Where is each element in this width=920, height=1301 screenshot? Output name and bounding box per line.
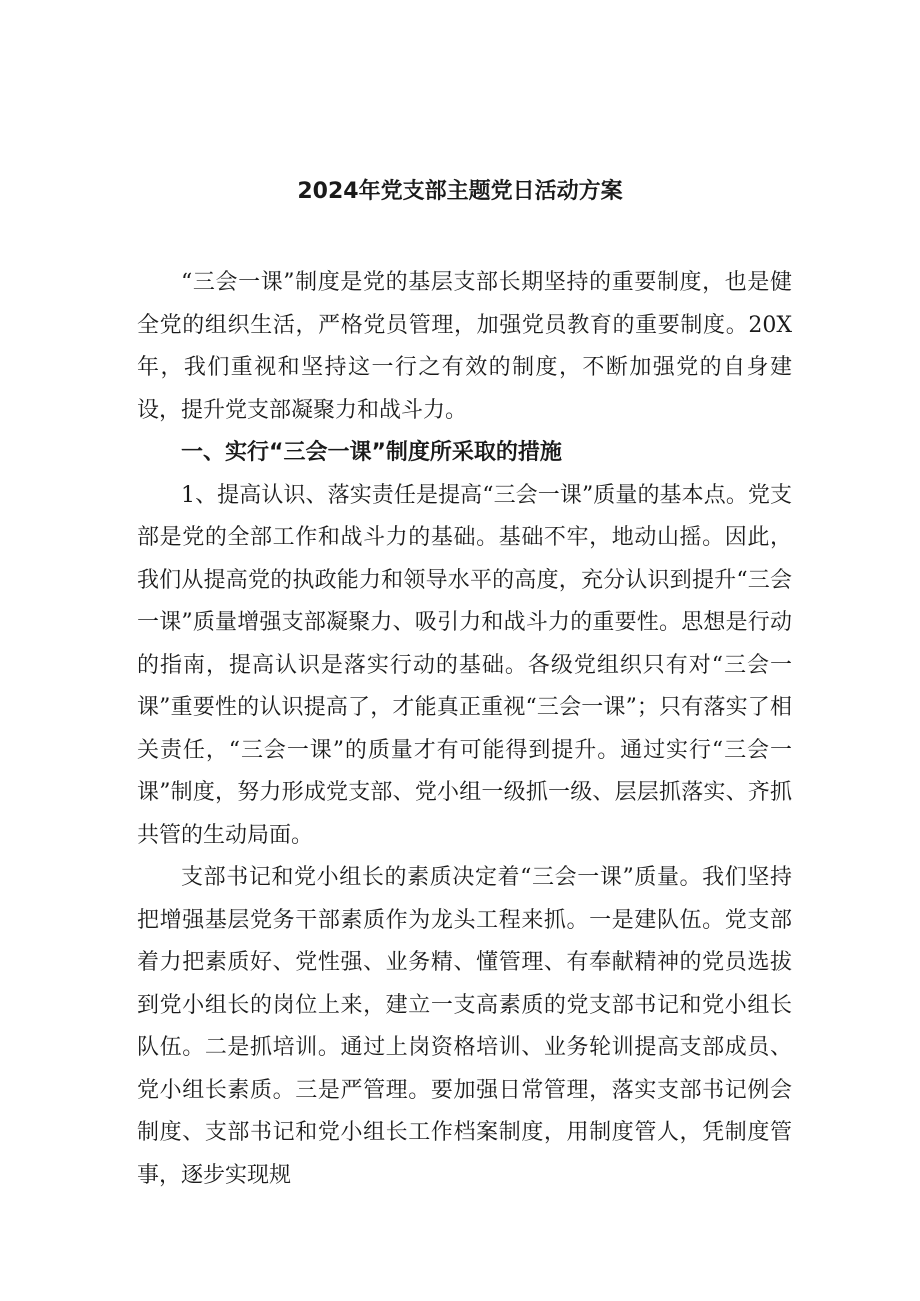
body-paragraph-2: 支部书记和党小组长的素质决定着“三会一课”质量。我们坚持把增强基层党务干部素质作为龙头工程来抓。一是建队伍。党支部着力把素质好、党性强、业务精、懂管理、有奉献精神的党员选拔到党小组长的岗位上来，建立一支高素质的党支部书记和党小组长队伍。二是抓培训。通过上岗资格培训、业务轮训提高支部成员、党小组长素质。三是严管理。要加强日常管理，落实支部书记例会制度、支部书记和党小组长工作档案制度，用制度管人，凭制度管事，逐步实现规 bbox=[137, 865, 792, 1188]
intro-paragraph: “三会一课”制度是党的基层支部长期坚持的重要制度，也是健全党的组织生活，严格党员管理，加强党员教育的重要制度。20X年，我们重视和坚持这一行之有效的制度，不断加强党的自身建设，提升党支部凝聚力和战斗力。 bbox=[137, 270, 792, 423]
document-title: 2024年党支部主题党日活动方案 bbox=[297, 179, 623, 204]
body-paragraph-1: 1、提高认识、落实责任是提高“三会一课”质量的基本点。党支部是党的全部工作和战斗力的基础。基础不牢，地动山摇。因此，我们从提高党的执政能力和领导水平的高度，充分认识到提升“三会一课”质量增强支部凝聚力、吸引力和战斗力的重要性。思想是行动的指南，提高认识是落实行动的基础。各级党组织只有对“三会一课”重要性的认识提高了，才能真正重视“三会一课”；只有落实了相关责任，“三会一课”的质量才有可能得到提升。通过实行“三会一课”制度，努力形成党支部、党小组一级抓一级、层层抓落实、齐抓共管的生动局面。 bbox=[137, 482, 792, 848]
document-body bbox=[137, 262, 792, 1197]
section-heading: 一、实行“三会一课”制度所采取的措施 bbox=[181, 440, 562, 465]
